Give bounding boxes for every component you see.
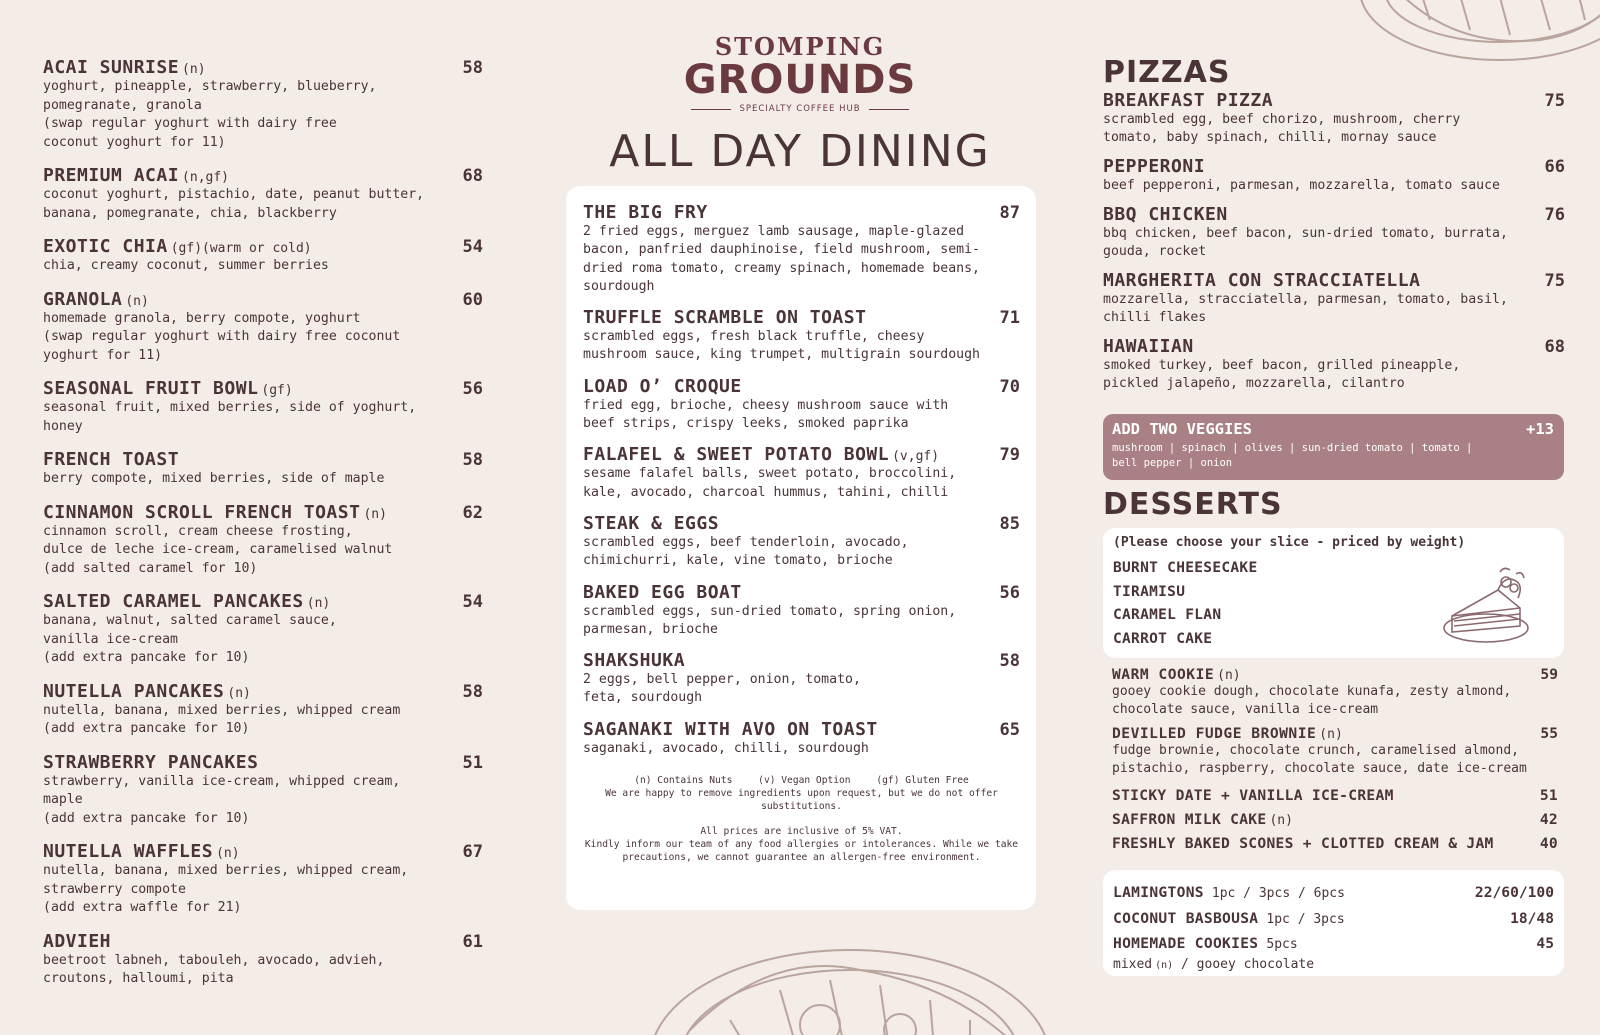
item-description: bbq chicken, beef bacon, sun-dried tomato, burrata, gouda, rocket [1103, 226, 1508, 259]
dietary-tag: (n) [363, 506, 387, 522]
cake-slice-icon [1438, 558, 1534, 648]
slice-note: (Please choose your slice - priced by weight) [1113, 535, 1466, 550]
item-description: fudge brownie, chocolate crunch, caramelised almond, pistachio, raspberry, chocolate sauce, date ice-cream [1112, 743, 1527, 776]
allergy-note: Kindly inform our team of any food allergies or intolerances. While we take precautions, we cannot guarantee an allergen-free environment. [584, 839, 1019, 864]
item-name-text: MARGHERITA CON STRACCIATELLA [1103, 270, 1421, 291]
page-title: ALL DAY DINING [609, 126, 991, 177]
slice-item: TIRAMISU [1113, 583, 1186, 600]
pizza-item [1103, 336, 1565, 393]
menu-item [43, 57, 483, 152]
item-header [1103, 270, 1565, 291]
item-header [43, 57, 483, 78]
item-name [43, 378, 293, 399]
brand-main-word: GROUNDS [683, 57, 917, 103]
item-name [1103, 156, 1205, 177]
item-name-text: STEAK & EGGS [583, 512, 720, 534]
item-name [583, 307, 866, 328]
cookie-options [1113, 957, 1554, 974]
item-name [43, 591, 330, 612]
item-description: scrambled eggs, beef tenderloin, avocado, chimichurri, kale, vine tomato, brioche [583, 534, 909, 569]
pastry-row [1113, 906, 1554, 932]
item-description: fried egg, brioche, cheesy mushroom sauce with beef strips, crispy leeks, smoked paprika [583, 397, 949, 432]
item-name-text: ADVIEH [43, 930, 112, 952]
dessert-name [1112, 832, 1494, 856]
item-price: 70 [999, 376, 1020, 397]
menu-item [43, 378, 483, 436]
item-price: 61 [462, 931, 483, 952]
menu-item [43, 681, 483, 739]
item-header [583, 719, 1020, 740]
pizzas-section [1103, 56, 1565, 402]
item-header [583, 650, 1020, 671]
brand-subtitle: SPECIALTY COFFEE HUB [739, 104, 861, 114]
dessert-name-text: SAFFRON MILK CAKE [1112, 810, 1267, 828]
menu-item [583, 444, 1020, 502]
pastry-name-text: LAMINGTONS [1113, 884, 1204, 901]
item-name-text: DEVILLED FUDGE BROWNIE [1112, 725, 1317, 742]
brand-main-text [680, 57, 920, 103]
item-price: 62 [462, 502, 483, 523]
item-name-text: PREMIUM ACAI [43, 165, 180, 186]
item-price: 75 [1544, 271, 1565, 291]
food-plate-sketch-decoration [630, 930, 1070, 1035]
item-name [1112, 666, 1241, 683]
item-name [1103, 336, 1194, 357]
brand-logo [680, 34, 920, 114]
item-price: 56 [462, 379, 483, 399]
item-description: 2 fried eggs, merguez lamb sausage, maple-glazed bacon, panfried dauphinoise, field mushroom, semi- dried roma tomato, creamy spinach, homemade beans, sourdough [583, 224, 980, 294]
item-name-text: SEASONAL FRUIT BOWL [43, 378, 259, 399]
item-name [1112, 725, 1343, 742]
item-price: 54 [462, 237, 483, 257]
pizza-item [1103, 90, 1565, 147]
breakfast-column [43, 57, 483, 1002]
pastry-name [1113, 931, 1298, 957]
brand-sub-row [680, 104, 920, 114]
item-name [43, 841, 240, 862]
item-name [43, 57, 206, 78]
slice-item: CARAMEL FLAN [1113, 607, 1222, 623]
item-header [583, 444, 1020, 465]
item-header [43, 165, 483, 186]
dietary-tag: (n,gf) [182, 170, 230, 185]
item-description: beetroot labneh, tabouleh, avocado, advieh, croutons, halloumi, pita [43, 952, 385, 986]
item-name-text: FRENCH TOAST [43, 449, 180, 470]
menu-item [43, 502, 483, 579]
menu-item [43, 752, 483, 829]
item-name-text: ACAI SUNRISE [43, 57, 180, 78]
dessert-name-text: STICKY DATE + VANILLA ICE-CREAM [1112, 787, 1394, 804]
item-name [43, 449, 179, 470]
dessert-simple-list [1112, 784, 1558, 856]
item-description: homemade granola, berry compote, yoghurt (swap regular yoghurt with dairy free coconut yoghurt for 11) [43, 310, 401, 363]
dessert-price: 51 [1539, 787, 1558, 804]
item-header [43, 236, 483, 257]
dietary-tag: (gf)(warm or cold) [170, 241, 312, 256]
dietary-tag: (v,gf) [892, 449, 940, 465]
desserts-list [1112, 666, 1558, 856]
item-price: 60 [462, 289, 483, 310]
item-description: strawberry, vanilla ice-cream, whipped cream, maple (add extra pancake for 10) [43, 773, 401, 826]
dietary-legend [583, 774, 1020, 813]
pastry-quantity: 5pcs [1266, 937, 1298, 952]
item-header [43, 681, 483, 702]
item-price: 68 [1544, 337, 1565, 357]
main-dishes-card [566, 186, 1036, 910]
pastry-name [1113, 880, 1345, 906]
pastry-name-text: COCONUT BASBOUSA [1113, 909, 1259, 927]
item-name-text: STRAWBERRY PANCAKES [43, 751, 259, 773]
item-description: smoked turkey, beef bacon, grilled pineapple, pickled jalapeño, mozzarella, cilantro [1103, 358, 1461, 391]
item-price: 68 [462, 166, 483, 186]
item-price: 55 [1540, 725, 1558, 742]
item-name [583, 513, 719, 534]
main-dishes-list [583, 202, 1020, 758]
menu-item [583, 582, 1020, 640]
item-price: 87 [999, 203, 1020, 223]
cookie-option-gooey: / gooey chocolate [1181, 956, 1315, 972]
item-name [43, 931, 111, 952]
pizza-list [1103, 90, 1565, 393]
item-description: cinnamon scroll, cream cheese frosting, dulce de leche ice-cream, caramelised walnut (add salted caramel for 10) [43, 523, 393, 576]
item-price: 54 [462, 592, 483, 612]
dietary-tag: (n) [1269, 812, 1293, 828]
item-price: 71 [999, 308, 1020, 329]
item-name-text: WARM COOKIE [1112, 666, 1215, 683]
slice-item: BURNT CHEESECAKE [1113, 560, 1258, 576]
item-description: coconut yoghurt, pistachio, date, peanut butter, banana, pomegranate, chia, blackberry [43, 187, 425, 221]
item-description: scrambled eggs, fresh black truffle, cheesy mushroom sauce, king trumpet, multigrain sourdough [583, 329, 980, 363]
menu-item [43, 165, 483, 223]
pizza-item [1103, 156, 1565, 195]
item-header [43, 449, 483, 470]
item-name-text: GRANOLA [43, 288, 123, 310]
menu-notes [583, 774, 1020, 864]
menu-item [43, 289, 483, 366]
cookie-option-mixed: mixed [1113, 956, 1153, 972]
item-header [43, 841, 483, 862]
pastry-quantity: 1pc / 3pcs / 6pcs [1211, 886, 1345, 901]
item-name [43, 289, 149, 310]
divider [869, 109, 909, 110]
item-header [583, 307, 1020, 328]
dessert-name [1112, 808, 1293, 833]
item-name-text: BBQ CHICKEN [1103, 204, 1228, 225]
item-name [1103, 270, 1420, 291]
item-name-text: SALTED CARAMEL PANCAKES [43, 591, 304, 612]
item-description: gooey cookie dough, chocolate kunafa, zesty almond, chocolate sauce, vanilla ice-cream [1112, 684, 1512, 717]
dietary-tag: (n) [1217, 668, 1241, 683]
substitution-note: We are happy to remove ingredients upon request, but we do not offer substitutions. [605, 788, 998, 813]
item-name-text: FALAFEL & SWEET POTATO BOWL [583, 444, 890, 466]
item-price: 58 [999, 651, 1020, 672]
item-name [43, 681, 251, 702]
item-name [583, 202, 708, 223]
legend-nuts: (n) Contains Nuts [634, 775, 733, 787]
item-description: chia, creamy coconut, summer berries [43, 258, 329, 273]
item-name-text: NUTELLA PANCAKES [43, 680, 225, 702]
pizza-item [1103, 204, 1565, 261]
item-description: sesame falafel balls, sweet potato, broccolini, kale, avocado, charcoal hummus, tahini, chilli [583, 466, 957, 500]
item-header [43, 378, 483, 399]
item-name-text: LOAD O’ CROQUE [583, 375, 742, 397]
item-name-text: HAWAIIAN [1103, 336, 1194, 357]
brand-top-text: STOMPING [714, 32, 886, 61]
item-name-text: CINNAMON SCROLL FRENCH TOAST [43, 501, 361, 523]
menu-item [43, 236, 483, 276]
menu-item [583, 650, 1020, 708]
dessert-row [1112, 832, 1558, 856]
item-header [1103, 90, 1565, 111]
item-header [43, 591, 483, 612]
item-name [583, 444, 939, 465]
item-description: nutella, banana, mixed berries, whipped cream (add extra pancake for 10) [43, 702, 401, 736]
vat-note: All prices are inclusive of 5% VAT. [700, 826, 903, 838]
dessert-row [1112, 784, 1558, 808]
pastry-name-text: HOMEMADE COOKIES [1113, 935, 1259, 952]
menu-item [43, 591, 483, 668]
item-name [583, 719, 878, 740]
item-description: saganaki, avocado, chilli, sourdough [583, 740, 869, 756]
item-price: 58 [462, 58, 483, 78]
item-name-text: BAKED EGG BOAT [583, 581, 742, 603]
item-price: 56 [999, 582, 1020, 603]
legend-vegan: (v) Vegan Option [758, 775, 851, 787]
divider [691, 109, 731, 110]
item-price: 58 [462, 450, 483, 470]
item-header [583, 513, 1020, 534]
item-name [1103, 90, 1273, 111]
veggies-header [1112, 420, 1554, 438]
item-description: mozzarella, stracciatella, parmesan, tomato, basil, chilli flakes [1103, 292, 1508, 325]
dietary-tag: (n) [216, 846, 240, 861]
item-price: 85 [999, 513, 1020, 534]
item-name-text: THE BIG FRY [583, 202, 708, 223]
item-description: 2 eggs, bell pepper, onion, tomato, feta, sourdough [583, 672, 861, 706]
menu-item [583, 376, 1020, 434]
item-price: 59 [1540, 666, 1558, 683]
item-header [43, 931, 483, 952]
item-name [43, 236, 312, 257]
item-price: 51 [462, 752, 483, 773]
item-name [43, 165, 229, 186]
item-header [583, 582, 1020, 603]
item-name [43, 752, 258, 773]
menu-item [583, 202, 1020, 296]
item-description: berry compote, mixed berries, side of maple [43, 471, 385, 486]
veggies-price: +13 [1526, 420, 1554, 438]
item-header [1112, 666, 1558, 683]
item-name [1103, 204, 1228, 225]
dietary-tag: (n) [306, 596, 331, 611]
item-header [43, 752, 483, 773]
legend-gluten-free: (gf) Gluten Free [876, 775, 969, 787]
item-name-text: PEPPERONI [1103, 156, 1206, 177]
desserts-title: DESSERTS [1103, 487, 1283, 522]
veggies-options: mushroom | spinach | olives | sun-dried tomato | tomato | bell pepper | onion [1112, 442, 1473, 469]
pastries-list [1113, 880, 1554, 957]
dessert-name-text: FRESHLY BAKED SCONES + CLOTTED CREAM & JAM [1112, 835, 1494, 852]
item-header [1112, 725, 1558, 742]
pastry-row [1113, 931, 1554, 957]
dessert-price: 42 [1539, 810, 1558, 828]
dessert-items [1112, 666, 1558, 778]
menu-item [43, 449, 483, 489]
item-price: 66 [1544, 157, 1565, 177]
item-name-text: TRUFFLE SCRAMBLE ON TOAST [583, 307, 867, 329]
pastry-price: 45 [1536, 935, 1554, 952]
item-description: nutella, banana, mixed berries, whipped cream, strawberry compote (add extra waffle for 21) [43, 863, 409, 915]
dietary-tag: (n) [1319, 727, 1343, 742]
item-header [43, 289, 483, 310]
dietary-tag: (n) [227, 685, 251, 701]
dietary-tag: (n) [182, 62, 206, 77]
dessert-price: 40 [1539, 835, 1558, 852]
dietary-tag: (n) [125, 293, 149, 309]
item-description: scrambled eggs, sun-dried tomato, spring onion, parmesan, brioche [583, 603, 957, 637]
dietary-tag: (gf) [261, 383, 293, 398]
item-name-text: SHAKSHUKA [583, 650, 686, 672]
item-price: 79 [999, 445, 1020, 466]
dessert-item [1112, 725, 1558, 778]
item-price: 65 [999, 719, 1020, 740]
item-header [43, 502, 483, 523]
pastry-price: 18/48 [1510, 909, 1554, 927]
menu-item [43, 931, 483, 989]
item-description: yoghurt, pineapple, strawberry, blueberry, pomegranate, granola (swap regular yoghurt with dairy free coconut yoghurt for 11) [43, 79, 377, 150]
item-header [583, 376, 1020, 397]
item-description: seasonal fruit, mixed berries, side of yoghurt, honey [43, 400, 417, 434]
item-price: 67 [462, 842, 483, 862]
item-header [583, 202, 1020, 223]
pizzas-title: PIZZAS [1103, 55, 1231, 90]
dessert-name [1112, 784, 1394, 808]
add-veggies-box [1103, 414, 1564, 480]
menu-item [43, 841, 483, 918]
item-name [43, 502, 387, 523]
item-header [1103, 204, 1565, 225]
nuts-tag: (n) [1155, 959, 1174, 971]
item-header [1103, 156, 1565, 177]
item-description: banana, walnut, salted caramel sauce, vanilla ice-cream (add extra pancake for 10) [43, 613, 337, 665]
veggies-name: ADD TWO VEGGIES [1112, 420, 1252, 438]
item-description: beef pepperoni, parmesan, mozzarella, tomato sauce [1103, 178, 1500, 193]
item-name [583, 650, 685, 671]
item-price: 76 [1544, 205, 1565, 225]
pizza-item [1103, 270, 1565, 327]
item-price: 75 [1544, 91, 1565, 111]
item-name-text: BREAKFAST PIZZA [1103, 90, 1274, 111]
pastry-price: 22/60/100 [1474, 884, 1554, 901]
dessert-slices-card [1103, 528, 1564, 658]
menu-item [583, 307, 1020, 365]
slice-item: CARROT CAKE [1113, 630, 1213, 647]
pastry-row [1113, 880, 1554, 906]
item-name-text: EXOTIC CHIA [43, 236, 168, 257]
item-name [583, 376, 742, 397]
item-description: scrambled egg, beef chorizo, mushroom, cherry tomato, baby spinach, chilli, mornay sauce [1103, 112, 1461, 145]
item-name-text: NUTELLA WAFFLES [43, 841, 214, 862]
pastries-card [1103, 870, 1564, 976]
pastry-quantity: 1pc / 3pcs [1266, 911, 1345, 927]
allergy-note-block [583, 825, 1020, 864]
item-name-text: SAGANAKI WITH AVO ON TOAST [583, 718, 878, 740]
menu-item [583, 719, 1020, 758]
item-header [1103, 336, 1565, 357]
item-name [583, 582, 742, 603]
pastry-name [1113, 906, 1345, 932]
dessert-row [1112, 808, 1558, 833]
dessert-item [1112, 666, 1558, 719]
item-price: 58 [462, 681, 483, 702]
menu-item [583, 513, 1020, 571]
